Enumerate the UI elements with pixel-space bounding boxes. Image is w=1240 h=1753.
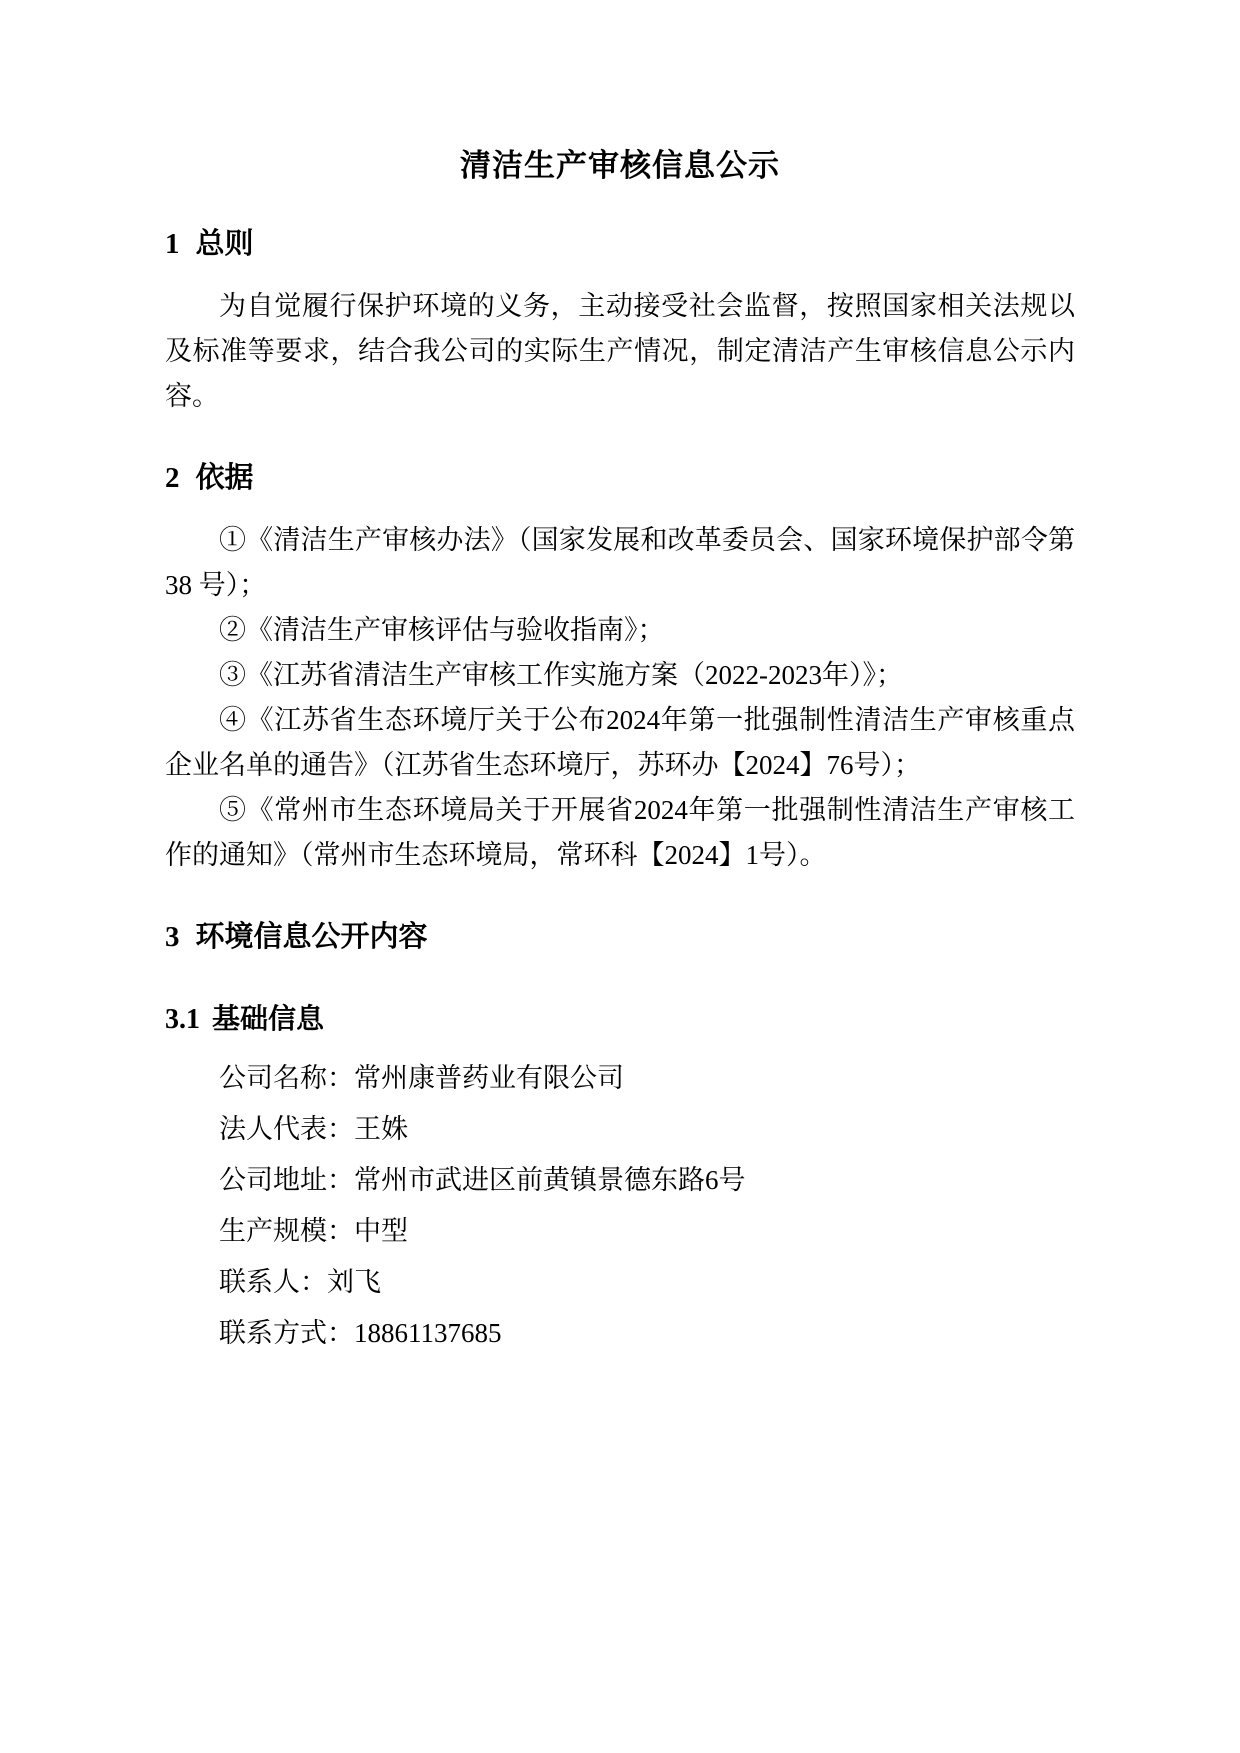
section-3-title: 环境信息公开内容	[195, 921, 428, 953]
subsection-3-1-number: 3.1	[165, 1004, 200, 1035]
section-3	[165, 914, 1075, 1359]
reference-item-5: ⑤《常州市生态环境局关于开展省2024年第一批强制性清洁生产审核工作的通知》（常州市生态环境局，常环科【2024】1号）。	[165, 795, 1075, 870]
section-1-heading	[165, 221, 1075, 262]
reference-item-2: ②《清洁生产审核评估与验收指南》；	[219, 615, 665, 645]
section-1-title: 总则	[195, 228, 254, 260]
info-line-company-name: 公司名称：常州康普药业有限公司	[219, 1063, 624, 1093]
section-2-title: 依据	[195, 462, 254, 494]
section-1	[165, 221, 1075, 419]
subsection-3-1-title: 基础信息	[212, 1003, 325, 1034]
info-line-production-scale: 生产规模：中型	[219, 1216, 408, 1246]
section-3-number: 3	[165, 921, 180, 953]
subsection-3-1-heading	[165, 997, 1075, 1037]
info-line-legal-representative: 法人代表：王姝	[219, 1114, 408, 1144]
section-1-paragraph: 为自觉履行保护环境的义务，主动接受社会监督，按照国家相关法规以及标准等要求，结合我公司的实际生产情况，制定清洁产生审核信息公示内容。	[165, 291, 1075, 411]
reference-item-1: ①《清洁生产审核办法》（国家发展和改革委员会、国家环境保护部令第 38 号）；	[165, 525, 1075, 600]
section-1-number: 1	[165, 228, 180, 260]
reference-item-4: ④《江苏省生态环境厅关于公布2024年第一批强制性清洁生产审核重点企业名单的通告》（江苏省生态环境厅，苏环办【2024】76号）；	[165, 705, 1075, 780]
section-2-number: 2	[165, 462, 180, 494]
section-2	[165, 455, 1075, 878]
info-line-contact-person: 联系人：刘飞	[219, 1267, 381, 1297]
section-3-heading	[165, 914, 1075, 955]
info-line-contact-phone: 联系方式：18861137685	[219, 1318, 502, 1348]
section-2-heading	[165, 455, 1075, 496]
reference-item-3: ③《江苏省清洁生产审核工作实施方案（2022-2023年）》；	[219, 660, 903, 690]
info-line-company-address: 公司地址：常州市武进区前黄镇景德东路6号	[219, 1165, 746, 1195]
document-title: 清洁生产审核信息公示	[460, 148, 780, 183]
